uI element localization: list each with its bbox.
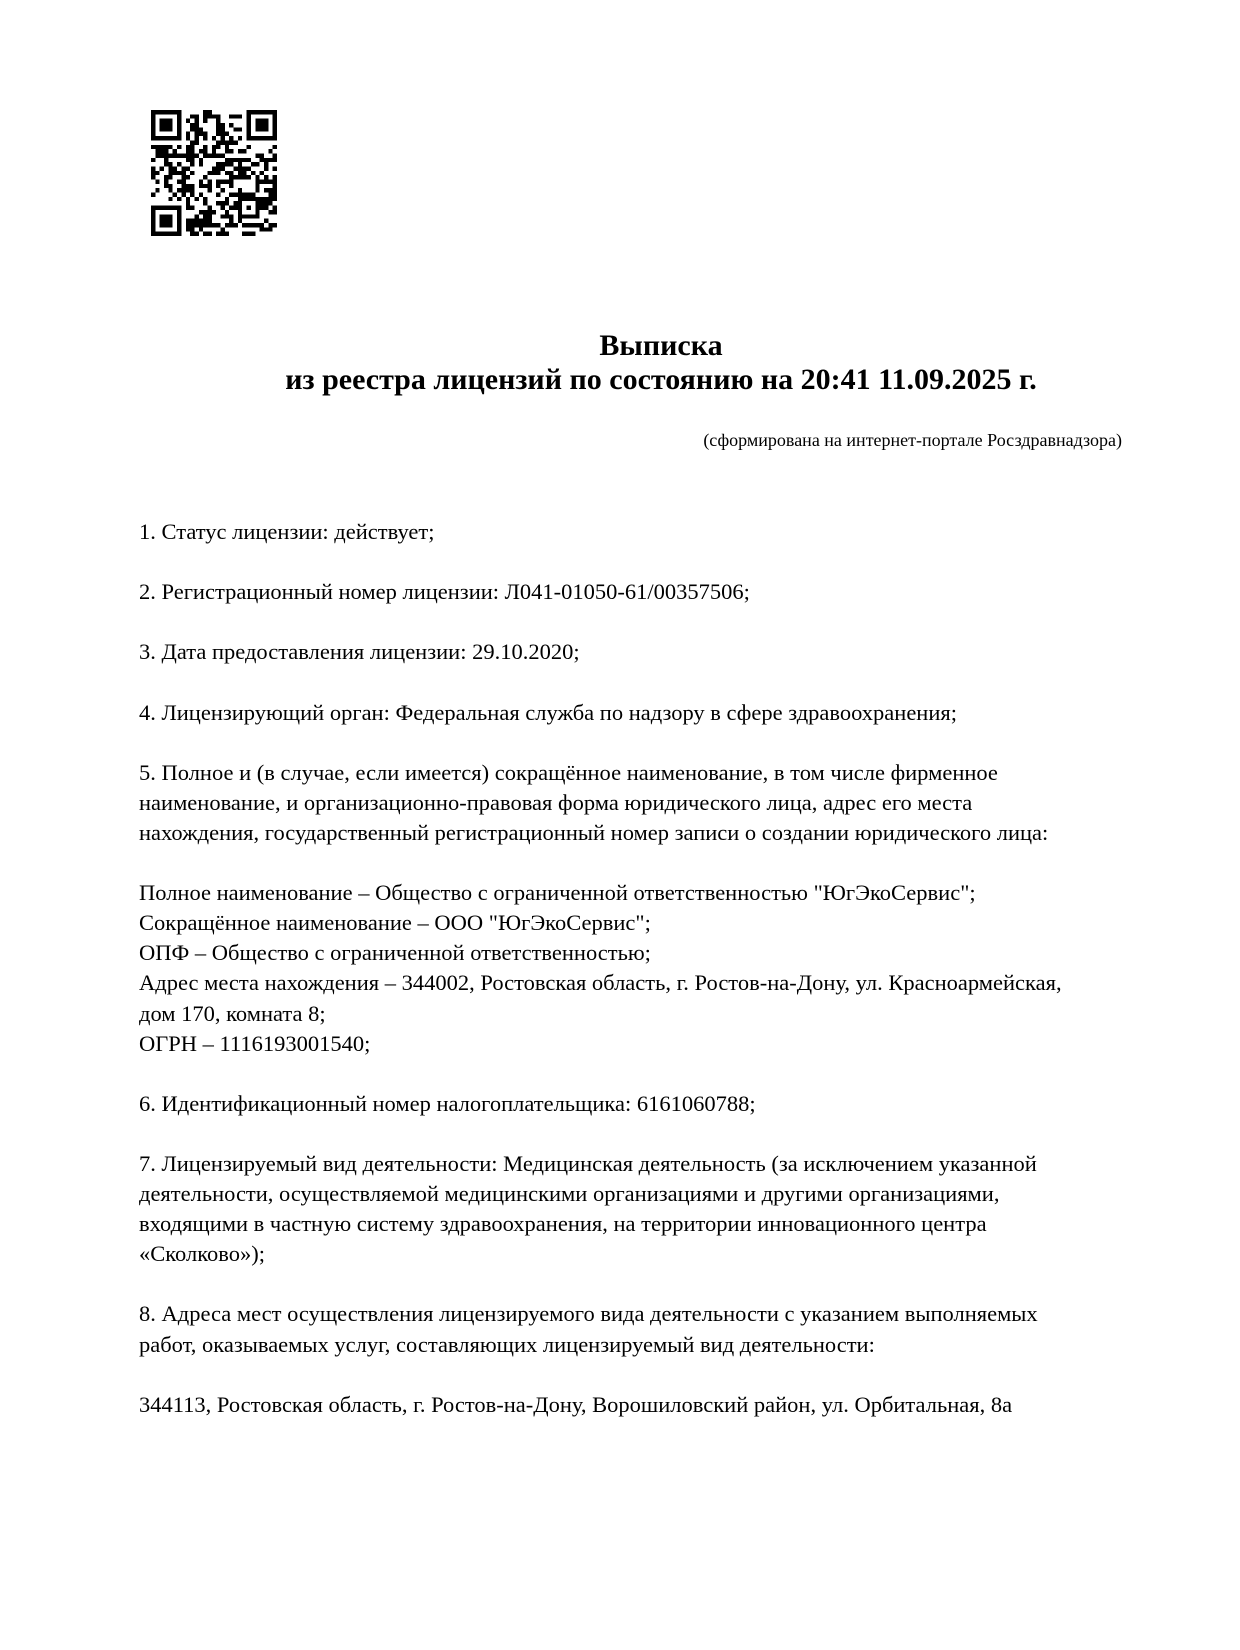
title-line-1: Выписка: [599, 329, 723, 362]
text-line: дом 170, комната 8;: [139, 1000, 326, 1026]
paragraph-7: [139, 1089, 1131, 1119]
text-line: 6. Идентификационный номер налогоплательщика: 6161060788;: [139, 1090, 756, 1116]
text-line: Полное наименование – Общество с ограниченной ответственностью "ЮгЭкоСервис";: [139, 880, 976, 906]
document-subtitle: (сформирована на интернет-портале Росздравнадзора): [703, 430, 1122, 450]
paragraph-4: [139, 698, 1131, 728]
paragraph-9: [139, 1299, 1131, 1359]
text-line: наименование, и организационно-правовая форма юридического лица, адрес его места: [139, 789, 973, 815]
paragraph-1: [139, 517, 1131, 547]
text-line: входящими в частную систему здравоохранения, на территории инновационного центра: [139, 1211, 987, 1237]
text-line: ОГРН – 1116193001540;: [139, 1030, 371, 1056]
text-line: 4. Лицензирующий орган: Федеральная служба по надзору в сфере здравоохранения;: [139, 699, 957, 725]
title-line-2: из реестра лицензий по состоянию на 20:41 11.09.2025 г.: [285, 363, 1037, 396]
text-line: «Сколково»);: [139, 1241, 265, 1267]
text-line: ОПФ – Общество с ограниченной ответственностью;: [139, 940, 651, 966]
text-line: 1. Статус лицензии: действует;: [139, 519, 435, 544]
text-line: 8. Адреса мест осуществления лицензируемого вида деятельности с указанием выполняемых: [139, 1301, 1038, 1327]
paragraph-5: [139, 758, 1131, 848]
paragraph-2: [139, 577, 1131, 607]
paragraph-3: [139, 637, 1131, 667]
text-line: Сокращённое наименование – ООО "ЮгЭкоСервис";: [139, 910, 651, 936]
document-title: [139, 329, 1183, 397]
text-line: 2. Регистрационный номер лицензии: Л041-01050-61/00357506;: [139, 579, 750, 605]
text-line: 7. Лицензируемый вид деятельности: Медицинская деятельность (за исключением указанной: [139, 1150, 1037, 1176]
text-line: нахождения, государственный регистрационный номер записи о создании юридического лица:: [139, 819, 1049, 845]
text-line: Адрес места нахождения – 344002, Ростовская область, г. Ростов-на-Дону, ул. Красноармейская,: [139, 970, 1062, 996]
text-line: 344113, Ростовская область, г. Ростов-на-Дону, Ворошиловский район, ул. Орбитальная, 8а: [139, 1391, 1013, 1417]
text-line: деятельности, осуществляемой медицинскими организациями и другими организациями,: [139, 1181, 1000, 1207]
document-body: [139, 517, 1131, 1420]
text-line: 5. Полное и (в случае, если имеется) сокращённое наименование, в том числе фирменное: [139, 759, 998, 785]
text-line: работ, оказываемых услуг, составляющих лицензируемый вид деятельности:: [139, 1331, 875, 1357]
paragraph-6: [139, 878, 1131, 1059]
text-line: 3. Дата предоставления лицензии: 29.10.2020;: [139, 639, 580, 665]
qr-code: [151, 110, 277, 236]
paragraph-10: [139, 1390, 1131, 1420]
paragraph-8: [139, 1149, 1131, 1269]
